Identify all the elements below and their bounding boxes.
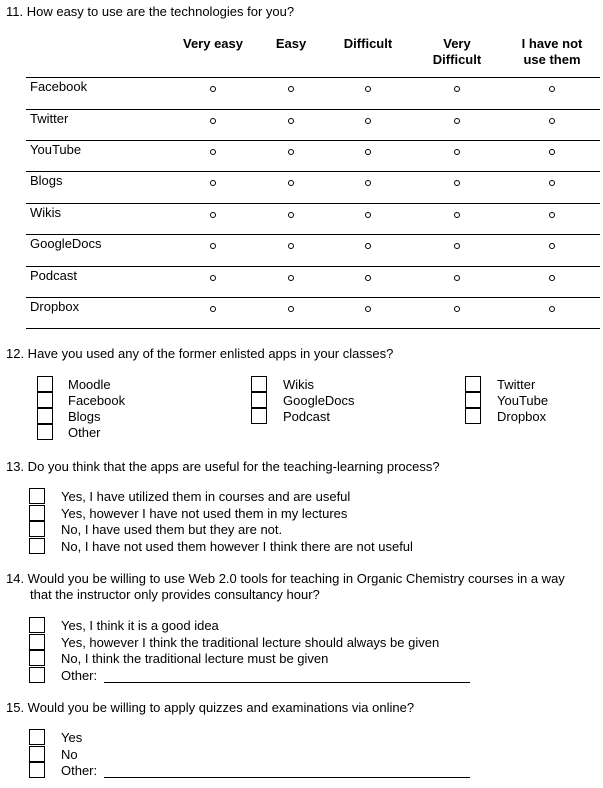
rating-radio[interactable] <box>454 275 460 281</box>
rating-radio[interactable] <box>288 306 294 312</box>
rating-radio[interactable] <box>288 86 294 92</box>
table-row-label: Dropbox <box>30 299 80 314</box>
rating-radio[interactable] <box>549 180 555 186</box>
checkbox-label: Moodle <box>68 377 111 392</box>
checkbox[interactable] <box>29 617 45 633</box>
rating-radio[interactable] <box>549 212 555 218</box>
question-11: 11. How easy to use are the technologies for you? <box>6 4 295 19</box>
rating-radio[interactable] <box>365 118 371 124</box>
column-header: I have not use them <box>521 36 583 67</box>
checkbox[interactable] <box>37 392 53 408</box>
rating-radio[interactable] <box>454 180 460 186</box>
checkbox[interactable] <box>29 505 45 521</box>
rating-radio[interactable] <box>288 275 294 281</box>
table-row-label: Wikis <box>30 205 62 220</box>
rating-radio[interactable] <box>210 275 216 281</box>
rating-radio[interactable] <box>288 118 294 124</box>
other-answer-line[interactable] <box>104 777 470 778</box>
checkbox-label: Other <box>68 425 101 440</box>
checkbox[interactable] <box>29 650 45 666</box>
rating-radio[interactable] <box>210 118 216 124</box>
rating-radio[interactable] <box>549 118 555 124</box>
table-rule <box>26 140 600 141</box>
rating-radio[interactable] <box>365 212 371 218</box>
checkbox-label: Yes <box>61 730 83 745</box>
table-row-label: Blogs <box>30 173 63 188</box>
column-header: Very Difficult <box>432 36 482 67</box>
table-rule <box>26 234 600 235</box>
rating-radio[interactable] <box>365 243 371 249</box>
question-13: 13. Do you think that the apps are useful for the teaching-learning process? <box>6 459 440 474</box>
rating-radio[interactable] <box>210 306 216 312</box>
column-header: Difficult <box>343 36 393 51</box>
checkbox-label: Other: <box>61 667 98 683</box>
question-14-line-1: 14. Would you be willing to use Web 2.0 tools for teaching in Organic Chemistry courses in a way <box>6 571 565 586</box>
question-14-line-2: that the instructor only provides consultancy hour? <box>30 587 320 602</box>
question-15: 15. Would you be willing to apply quizzes and examinations via online? <box>6 700 415 715</box>
rating-radio[interactable] <box>288 149 294 155</box>
rating-radio[interactable] <box>549 243 555 249</box>
checkbox[interactable] <box>465 392 481 408</box>
rating-radio[interactable] <box>365 306 371 312</box>
question-12: 12. Have you used any of the former enlisted apps in your classes? <box>6 346 394 361</box>
table-rule <box>26 328 600 329</box>
rating-radio[interactable] <box>365 86 371 92</box>
rating-radio[interactable] <box>288 180 294 186</box>
table-row-label: Twitter <box>30 111 69 126</box>
rating-radio[interactable] <box>365 275 371 281</box>
checkbox-label: Twitter <box>497 377 536 392</box>
checkbox[interactable] <box>251 408 267 424</box>
column-header: Easy <box>275 36 307 51</box>
checkbox[interactable] <box>37 376 53 392</box>
checkbox-label: No, I have used them but they are not. <box>61 522 283 537</box>
rating-radio[interactable] <box>454 306 460 312</box>
checkbox-label: No, I have not used them however I think there are not useful <box>61 538 413 554</box>
table-row-label: Facebook <box>30 79 88 94</box>
rating-radio[interactable] <box>288 243 294 249</box>
checkbox-label: YouTube <box>497 393 549 408</box>
rating-radio[interactable] <box>549 149 555 155</box>
checkbox-label: Yes, I think it is a good idea <box>61 618 219 633</box>
table-row-label: GoogleDocs <box>30 236 102 251</box>
table-rule <box>26 203 600 204</box>
rating-radio[interactable] <box>454 149 460 155</box>
checkbox-label: Wikis <box>283 377 315 392</box>
checkbox[interactable] <box>29 488 45 504</box>
rating-radio[interactable] <box>365 180 371 186</box>
checkbox-label: Yes, however I think the traditional lecture should always be given <box>61 634 440 650</box>
rating-radio[interactable] <box>210 212 216 218</box>
rating-radio[interactable] <box>549 86 555 92</box>
rating-radio[interactable] <box>210 149 216 155</box>
checkbox[interactable] <box>37 408 53 424</box>
rating-radio[interactable] <box>454 243 460 249</box>
rating-radio[interactable] <box>210 180 216 186</box>
checkbox[interactable] <box>29 521 45 537</box>
checkbox-label: Dropbox <box>497 409 547 424</box>
checkbox[interactable] <box>37 424 53 440</box>
checkbox[interactable] <box>465 376 481 392</box>
other-answer-line[interactable] <box>104 682 470 683</box>
rating-radio[interactable] <box>210 243 216 249</box>
checkbox-label: No, I think the traditional lecture must be given <box>61 651 329 666</box>
rating-radio[interactable] <box>288 212 294 218</box>
checkbox-label: Yes, I have utilized them in courses and are useful <box>61 489 351 504</box>
checkbox[interactable] <box>251 376 267 392</box>
table-rule <box>26 109 600 110</box>
table-rule <box>26 266 600 267</box>
checkbox-label: Podcast <box>283 409 330 424</box>
checkbox[interactable] <box>29 538 45 554</box>
checkbox[interactable] <box>29 634 45 650</box>
checkbox-label: Yes, however I have not used them in my lectures <box>61 505 348 521</box>
checkbox-label: Other: <box>61 763 98 778</box>
rating-radio[interactable] <box>210 86 216 92</box>
table-rule <box>26 297 600 298</box>
checkbox[interactable] <box>29 762 45 778</box>
checkbox-label: GoogleDocs <box>283 393 355 408</box>
checkbox[interactable] <box>29 746 45 762</box>
checkbox-label: Facebook <box>68 393 126 408</box>
checkbox[interactable] <box>29 729 45 745</box>
rating-radio[interactable] <box>549 306 555 312</box>
table-rule <box>26 77 600 78</box>
rating-radio[interactable] <box>549 275 555 281</box>
column-header: Very easy <box>182 36 243 51</box>
checkbox-label: Blogs <box>68 409 101 424</box>
checkbox[interactable] <box>29 667 45 683</box>
table-rule <box>26 171 600 172</box>
rating-radio[interactable] <box>454 118 460 124</box>
checkbox-label: No <box>61 746 78 762</box>
checkbox[interactable] <box>465 408 481 424</box>
rating-radio[interactable] <box>365 149 371 155</box>
rating-radio[interactable] <box>454 86 460 92</box>
rating-radio[interactable] <box>454 212 460 218</box>
checkbox[interactable] <box>251 392 267 408</box>
table-row-label: YouTube <box>30 142 82 157</box>
table-row-label: Podcast <box>30 268 77 283</box>
